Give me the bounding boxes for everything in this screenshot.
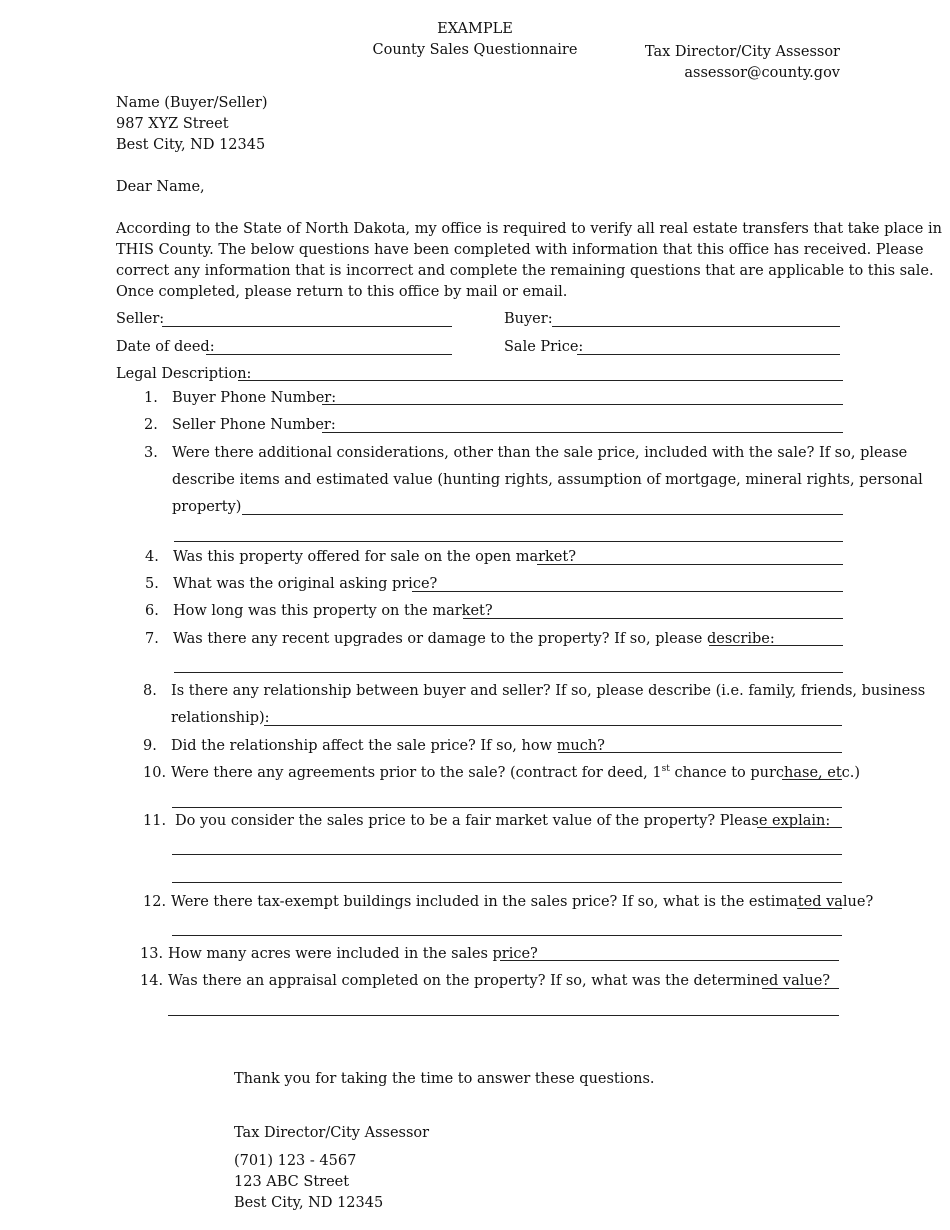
q4-text: Was this property offered for sale on the open market? (173, 549, 576, 565)
q12-answer-field-2[interactable] (172, 935, 842, 936)
q8-number: 8. (143, 683, 157, 699)
assessor-title: Tax Director/City Assessor (644, 44, 840, 60)
q12-text: Were there tax-exempt buildings included in the sales price? If so, what is the estimated value? (171, 894, 874, 910)
assessor-email: assessor@county.gov (684, 65, 840, 81)
date-of-deed-label: Date of deed: (116, 339, 215, 355)
q3-answer-field-2[interactable] (174, 541, 843, 542)
q13-answer-field[interactable] (500, 960, 839, 961)
recipient-city: Best City, ND 12345 (116, 137, 266, 153)
legal-description-field[interactable] (238, 380, 843, 381)
q11-answer-field-3[interactable] (172, 882, 842, 883)
q7-answer-field[interactable] (709, 645, 843, 646)
q10-answer-field-2[interactable] (172, 807, 842, 808)
q5-answer-field[interactable] (412, 591, 843, 592)
page-title: County Sales Questionnaire (372, 42, 578, 58)
recipient-name: Name (Buyer/Seller) (116, 95, 268, 111)
q3-text-line-1: Were there additional considerations, other than the sale price, included with the sale? If so, please (172, 445, 908, 461)
q2-answer-field[interactable] (322, 432, 843, 433)
buyer-field[interactable] (552, 326, 840, 327)
q4-number: 4. (145, 549, 159, 565)
q3-answer-field[interactable] (242, 514, 843, 515)
q2-text: Seller Phone Number: (172, 417, 336, 433)
q11-number: 11. (143, 813, 167, 829)
q6-answer-field[interactable] (463, 618, 843, 619)
signature-title: Tax Director/City Assessor (234, 1125, 430, 1141)
date-of-deed-field[interactable] (206, 354, 452, 355)
q8-answer-field[interactable] (264, 725, 842, 726)
sale-price-field[interactable] (577, 354, 840, 355)
q13-number: 13. (140, 946, 164, 962)
q7-answer-field-2[interactable] (174, 672, 843, 673)
intro-line-2: THIS County. The below questions have been completed with information that this office has received. Please (116, 242, 924, 258)
q6-number: 6. (145, 603, 159, 619)
q6-text: How long was this property on the market? (173, 603, 493, 619)
q10-superscript: st (661, 764, 670, 775)
example-label: EXAMPLE (437, 21, 513, 37)
seller-field[interactable] (162, 326, 452, 327)
q8-text-line-2: relationship): (171, 710, 270, 726)
office-city: Best City, ND 12345 (234, 1195, 384, 1211)
q13-text: How many acres were included in the sales price? (168, 946, 538, 962)
greeting: Dear Name, (116, 179, 205, 195)
intro-line-3: correct any information that is incorrect and complete the remaining questions that are applicable to this sale. (116, 263, 934, 279)
q5-text: What was the original asking price? (173, 576, 438, 592)
office-phone: (701) 123 - 4567 (234, 1153, 357, 1169)
q11-answer-field-2[interactable] (172, 854, 842, 855)
q12-answer-field[interactable] (797, 908, 842, 909)
q10-answer-field[interactable] (782, 779, 842, 780)
q11-text: Do you consider the sales price to be a fair market value of the property? Please explain: (175, 813, 831, 829)
q1-text: Buyer Phone Number: (172, 390, 337, 406)
q3-number: 3. (144, 445, 158, 461)
q7-number: 7. (145, 631, 159, 647)
seller-label: Seller: (116, 311, 165, 327)
q8-text-line-1: Is there any relationship between buyer and seller? If so, please describe (i.e. family, friends, business (171, 683, 926, 699)
intro-line-4: Once completed, please return to this office by mail or email. (116, 284, 568, 300)
sale-price-label: Sale Price: (504, 339, 584, 355)
buyer-label: Buyer: (504, 311, 553, 327)
q3-text-line-3: property) (172, 499, 242, 515)
q14-number: 14. (140, 973, 164, 989)
q7-text: Was there any recent upgrades or damage to the property? If so, please describe: (173, 631, 775, 647)
q1-number: 1. (144, 390, 158, 406)
q9-answer-field[interactable] (558, 752, 842, 753)
legal-description-label: Legal Description: (116, 366, 252, 382)
office-street: 123 ABC Street (234, 1174, 350, 1190)
q10-number: 10. (143, 765, 167, 781)
q14-answer-field[interactable] (762, 988, 839, 989)
q10-text-b: chance to purchase, etc.) (669, 765, 861, 781)
q10-text (171, 763, 860, 783)
q9-text: Did the relationship affect the sale price? If so, how much? (171, 738, 605, 754)
q12-number: 12. (143, 894, 167, 910)
q3-text-line-2: describe items and estimated value (hunting rights, assumption of mortgage, mineral rights, personal (172, 472, 923, 488)
q10-text-a: Were there any agreements prior to the sale? (contract for deed, 1 (171, 765, 662, 781)
q9-number: 9. (143, 738, 157, 754)
q4-answer-field[interactable] (537, 564, 843, 565)
q1-answer-field[interactable] (322, 404, 843, 405)
recipient-street: 987 XYZ Street (116, 116, 229, 132)
q5-number: 5. (145, 576, 159, 592)
q14-answer-field-2[interactable] (168, 1015, 839, 1016)
q14-text: Was there an appraisal completed on the property? If so, what was the determined value? (168, 973, 831, 989)
intro-line-1: According to the State of North Dakota, my office is required to verify all real estate transfers that take place in (116, 221, 942, 237)
q11-answer-field[interactable] (757, 827, 842, 828)
q2-number: 2. (144, 417, 158, 433)
thank-you-note: Thank you for taking the time to answer these questions. (234, 1071, 655, 1087)
